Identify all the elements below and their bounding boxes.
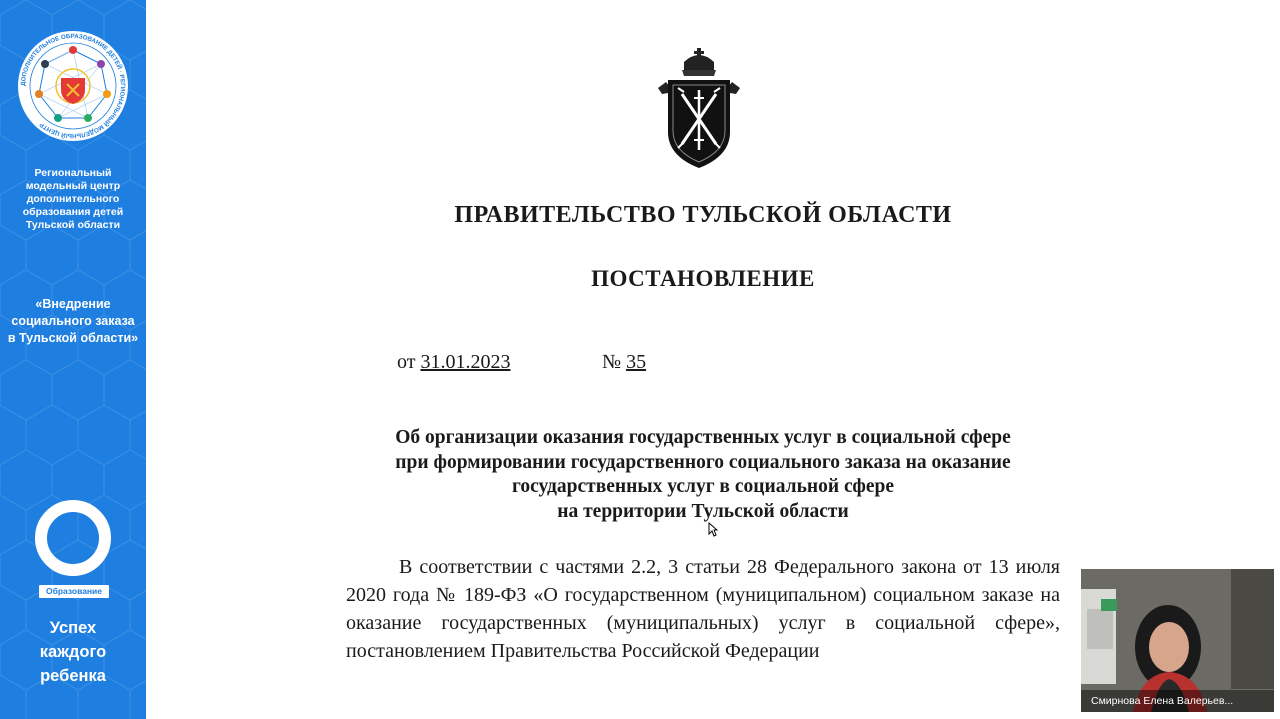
title-line: государственных услуг в социальной сфере: [511, 476, 895, 497]
regional-center-logo: [17, 30, 129, 142]
document-body: В соответствии с частями 2.2, 3 статьи 28 Федерального закона от 13 июля 2020 года № 189-ФЗ «О государственном (муниципальном) социальном заказе на оказание государственных (муниципальных) услуг в социальной сфере», постановлением Правительства Российской Федерации: [346, 556, 1060, 662]
org-line: образования детей: [22, 206, 124, 218]
number-prefix: №: [602, 351, 622, 373]
participant-video-tile[interactable]: [1081, 569, 1274, 712]
document-date: [397, 351, 510, 374]
project-line: «Внедрение: [35, 297, 111, 311]
project-line: в Тульской области»: [7, 331, 139, 345]
title-line: при формировании государственного социального заказа на оказание: [395, 451, 1011, 473]
number-value: 35: [626, 351, 647, 373]
mouse-cursor-icon: [708, 522, 718, 537]
slogan-line: Успех: [49, 619, 97, 637]
org-line: Региональный: [34, 167, 112, 179]
logo-ring-text: ДОПОЛНИТЕЛЬНОЕ ОБРАЗОВАНИЕ ДЕТЕЙ · РЕГИОНАЛЬНЫЙ МОДЕЛЬНЫЙ ЦЕНТР: [19, 32, 127, 140]
slogan-line: каждого: [39, 643, 107, 661]
org-name: [0, 167, 146, 232]
project-name: [0, 296, 146, 347]
title-line: на территории Тульской области: [557, 500, 849, 522]
document-type: ПОСТАНОВЛЕНИЕ: [591, 266, 815, 291]
date-prefix: от: [397, 351, 416, 373]
education-ring-logo: [33, 498, 113, 578]
org-line: модельный центр: [25, 180, 121, 192]
government-heading: ПРАВИТЕЛЬСТВО ТУЛЬСКОЙ ОБЛАСТИ: [454, 202, 952, 228]
education-badge: Образование: [39, 585, 109, 598]
org-line: Тульской области: [25, 219, 121, 231]
participant-name: Смирнова Елена Валерьев...: [1081, 690, 1274, 712]
org-line: дополнительного: [26, 193, 120, 205]
tula-coat-of-arms-icon: [654, 48, 744, 172]
slogan-line: ребенка: [40, 667, 106, 685]
document-number: [602, 351, 646, 374]
slogan: [0, 616, 146, 688]
document-title: [358, 426, 1048, 524]
date-value: 31.01.2023: [420, 351, 511, 373]
title-line: Об организации оказания государственных услуг в социальной сфере: [395, 427, 1011, 448]
sidebar: [0, 0, 146, 719]
project-line: социального заказа: [11, 314, 135, 328]
